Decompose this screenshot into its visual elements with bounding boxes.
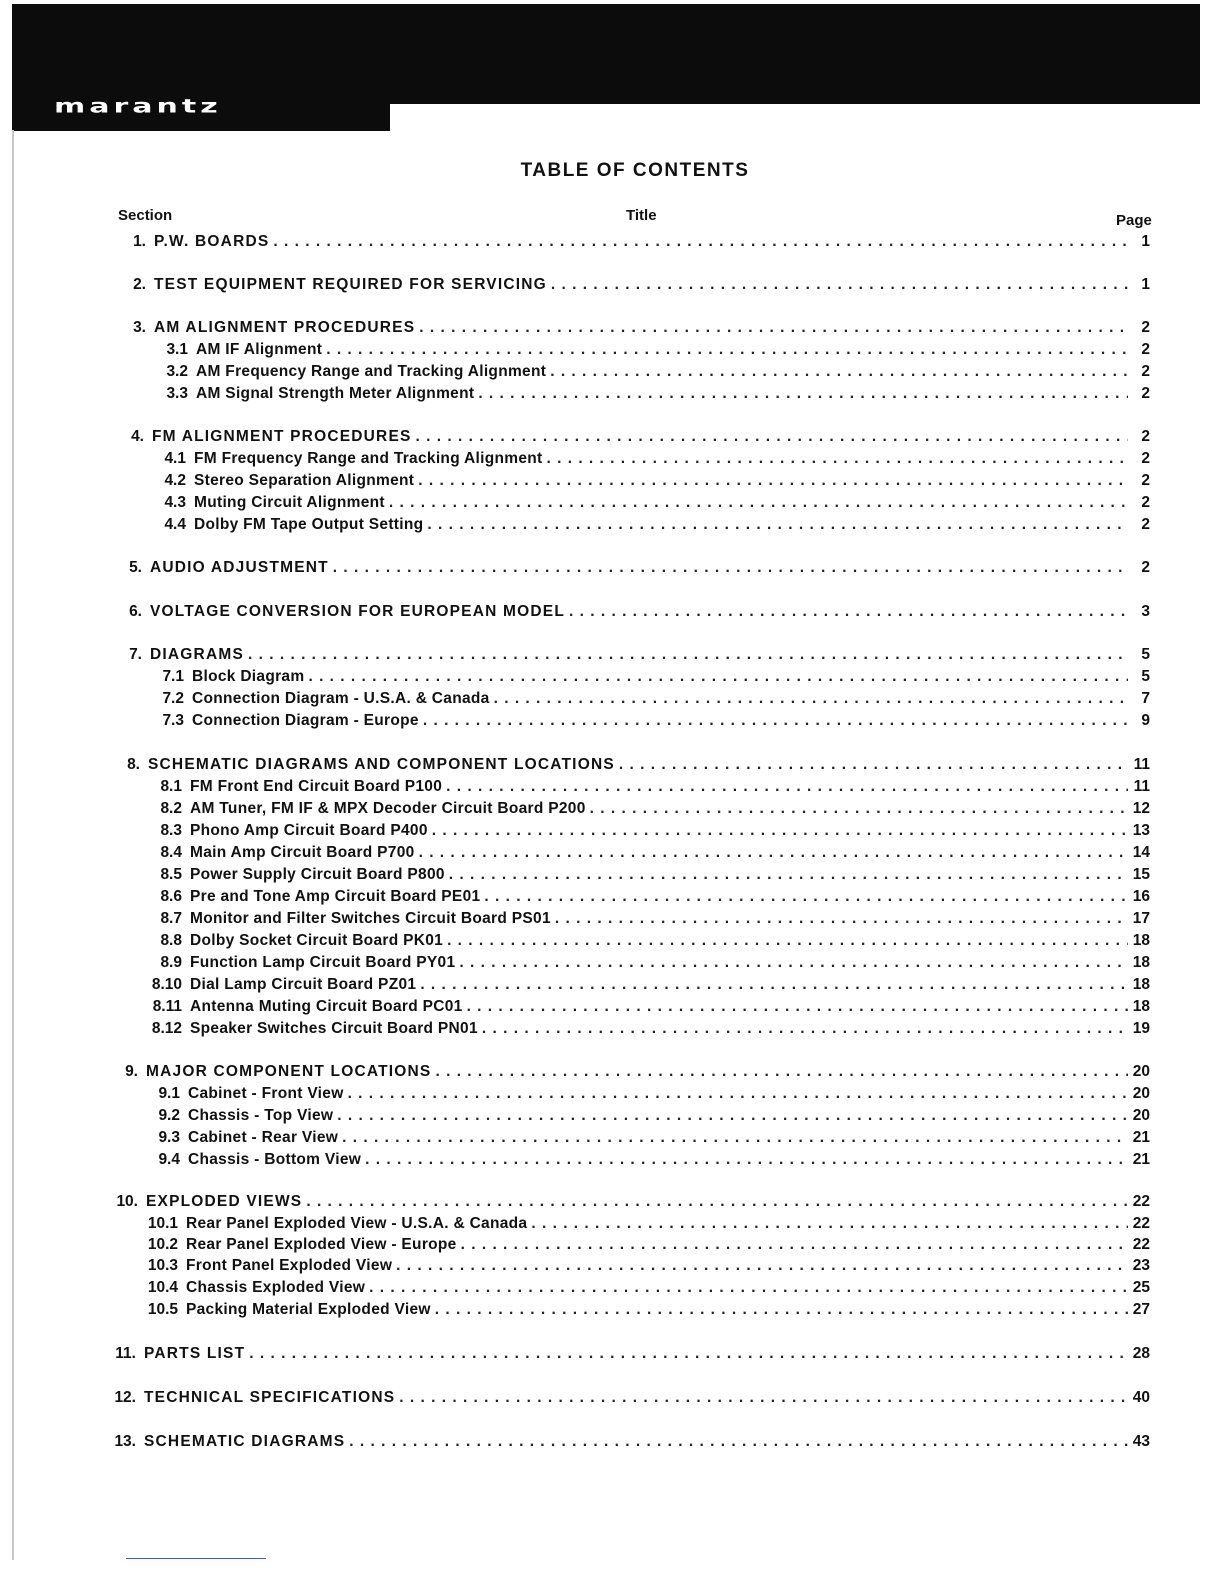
toc-entry-title: TECHNICAL SPECIFICATIONS	[144, 1389, 396, 1406]
toc-entry-title: MAJOR COMPONENT LOCATIONS	[146, 1063, 432, 1080]
toc-entry	[104, 643, 1150, 664]
toc-entry	[106, 425, 1150, 446]
toc-section-number: 12.	[114, 1389, 136, 1406]
toc-entry	[142, 863, 1150, 884]
toc-entry	[148, 382, 1150, 403]
toc-entry	[146, 447, 1150, 468]
toc-section-number: 10.	[116, 1193, 138, 1210]
toc-entry	[142, 775, 1150, 796]
toc-section-number: 4.1	[164, 450, 186, 467]
toc-section-number: 8.12	[151, 1020, 182, 1037]
toc-section-number: 8.10	[151, 976, 182, 993]
dot-leader	[494, 690, 1128, 708]
toc-entry	[146, 513, 1150, 534]
toc-page-number: 12	[1132, 800, 1150, 817]
toc-entry-title: AM Signal Strength Meter Alignment	[196, 385, 475, 402]
toc-section-number: 4.4	[164, 516, 186, 533]
toc-page-number: 22	[1132, 1215, 1150, 1232]
toc-section-number: 2.	[133, 276, 146, 293]
dot-leader	[273, 233, 1128, 251]
toc-page-number: 16	[1132, 888, 1150, 905]
toc-entry-title: Dial Lamp Circuit Board PZ01	[190, 976, 417, 993]
toc-page-number: 43	[1132, 1433, 1150, 1450]
dot-leader	[249, 1345, 1128, 1363]
toc-entry	[144, 665, 1150, 686]
toc-entry	[140, 1104, 1150, 1125]
toc-entry	[142, 819, 1150, 840]
toc-entry	[102, 753, 1150, 774]
toc-section-number: 7.2	[162, 690, 184, 707]
toc-entry-title: Connection Diagram - Europe	[192, 712, 419, 729]
toc-page-number: 25	[1132, 1279, 1150, 1296]
toc-page-number: 2	[1141, 363, 1150, 380]
toc-page-number: 1	[1141, 276, 1150, 293]
toc-page-number: 18	[1132, 976, 1150, 993]
toc-entry	[140, 1126, 1150, 1147]
toc-entry-title: SCHEMATIC DIAGRAMS AND COMPONENT LOCATIONS	[148, 756, 615, 773]
toc-entry-title: Chassis - Top View	[188, 1107, 334, 1124]
toc-entry	[108, 273, 1150, 294]
toc-entry	[138, 1212, 1150, 1233]
toc-entry-title: Function Lamp Circuit Board PY01	[190, 954, 456, 971]
toc-page-number: 7	[1141, 690, 1150, 707]
toc-section-number: 8.3	[160, 822, 182, 839]
toc-section-number: 9.	[125, 1063, 138, 1080]
toc-entry	[142, 951, 1150, 972]
toc-entry-title: FM Front End Circuit Board P100	[190, 778, 443, 795]
toc-entry-title: Rear Panel Exploded View - Europe	[186, 1236, 457, 1253]
toc-entry	[144, 709, 1150, 730]
toc-entry	[142, 973, 1150, 994]
dot-leader	[419, 319, 1128, 337]
dot-leader	[348, 1085, 1128, 1103]
toc-entry-title: PARTS LIST	[144, 1345, 246, 1362]
toc-entry-title: Dolby Socket Circuit Board PK01	[190, 932, 444, 949]
toc-page-number: 23	[1132, 1257, 1150, 1274]
toc-entry-title: Stereo Separation Alignment	[194, 472, 415, 489]
toc-entry	[108, 316, 1150, 337]
toc-entry-title: EXPLODED VIEWS	[146, 1193, 303, 1210]
toc-section-number: 11.	[115, 1345, 136, 1362]
toc-section-number: 9.1	[158, 1085, 180, 1102]
toc-entry-title: Monitor and Filter Switches Circuit Board PS01	[190, 910, 551, 927]
toc-entry-title: Block Diagram	[192, 668, 305, 685]
toc-page-number: 13	[1132, 822, 1150, 839]
toc-section-number: 7.3	[162, 712, 184, 729]
dot-leader	[326, 341, 1128, 359]
toc-entry-title: FM ALIGNMENT PROCEDURES	[152, 428, 412, 445]
dot-leader	[484, 888, 1128, 906]
toc-page-number: 21	[1132, 1151, 1150, 1168]
toc-entry-title: SCHEMATIC DIAGRAMS	[144, 1433, 346, 1450]
toc-page-number: 14	[1132, 844, 1150, 861]
toc-entry-title: Cabinet - Rear View	[188, 1129, 339, 1146]
toc-page-number: 2	[1141, 494, 1150, 511]
toc-entry-title: AM Frequency Range and Tracking Alignment	[196, 363, 547, 380]
toc-entry	[146, 469, 1150, 490]
toc-entry-title: Packing Material Exploded View	[186, 1301, 431, 1318]
dot-leader	[369, 1279, 1128, 1297]
toc-entry	[142, 929, 1150, 950]
toc-page-number: 5	[1141, 646, 1150, 663]
dot-leader	[569, 603, 1128, 621]
dot-leader	[478, 385, 1128, 403]
toc-section-number: 8.8	[160, 932, 182, 949]
dot-leader	[306, 1193, 1128, 1211]
toc-page-number: 9	[1141, 712, 1150, 729]
dot-leader	[435, 1301, 1128, 1319]
column-header-title: Title	[626, 207, 657, 224]
toc-page-number: 40	[1132, 1389, 1150, 1406]
dot-leader	[396, 1257, 1128, 1275]
toc-section-number: 8.7	[160, 910, 182, 927]
toc-entry-title: Front Panel Exploded View	[186, 1257, 393, 1274]
toc-entry	[104, 556, 1150, 577]
toc-entry-title: FM Frequency Range and Tracking Alignment	[194, 450, 543, 467]
toc-entry-title: Antenna Muting Circuit Board PC01	[190, 998, 463, 1015]
toc-section-number: 9.2	[158, 1107, 180, 1124]
toc-entry-title: Phono Amp Circuit Board P400	[190, 822, 428, 839]
toc-page-number: 15	[1132, 866, 1150, 883]
dot-leader	[333, 559, 1128, 577]
dot-leader	[435, 1063, 1128, 1081]
toc-entry	[142, 885, 1150, 906]
toc-entry	[138, 1298, 1150, 1319]
toc-section-number: 1.	[133, 233, 146, 250]
toc-section-number: 10.4	[147, 1279, 178, 1296]
toc-entry	[96, 1386, 1150, 1407]
dot-leader	[399, 1389, 1128, 1407]
toc-page-number: 5	[1141, 668, 1150, 685]
page-title: TABLE OF CONTENTS	[520, 160, 750, 181]
toc-section-number: 7.1	[162, 668, 184, 685]
toc-page-number: 1	[1141, 233, 1150, 250]
toc-page-number: 18	[1132, 998, 1150, 1015]
toc-entry	[96, 1342, 1150, 1363]
toc-entry-title: AM Tuner, FM IF & MPX Decoder Circuit Board P200	[190, 800, 586, 817]
toc-page-number: 2	[1141, 428, 1150, 445]
toc-page-number: 20	[1132, 1085, 1150, 1102]
toc-entry-title: VOLTAGE CONVERSION FOR EUROPEAN MODEL	[150, 603, 565, 620]
column-header-section: Section	[118, 207, 173, 224]
toc-entry-title: AM IF Alignment	[196, 341, 323, 358]
toc-entry	[138, 1233, 1150, 1254]
dot-leader	[551, 276, 1128, 294]
toc-entry-title: AUDIO ADJUSTMENT	[150, 559, 329, 576]
toc-page-number: 18	[1132, 932, 1150, 949]
toc-entry	[104, 600, 1150, 621]
dot-leader	[590, 800, 1128, 818]
toc-entry-title: TEST EQUIPMENT REQUIRED FOR SERVICING	[154, 276, 547, 293]
dot-leader	[619, 756, 1128, 774]
toc-page-number: 20	[1132, 1063, 1150, 1080]
toc-entry	[142, 1017, 1150, 1038]
dot-leader	[546, 450, 1128, 468]
toc-page-number: 28	[1132, 1345, 1150, 1362]
toc-section-number: 3.1	[166, 341, 188, 358]
toc-section-number: 8.9	[160, 954, 182, 971]
toc-entry-title: Chassis Exploded View	[186, 1279, 366, 1296]
toc-entry-title: Cabinet - Front View	[188, 1085, 344, 1102]
toc-entry	[138, 1276, 1150, 1297]
toc-section-number: 7.	[129, 646, 142, 663]
toc-page-number: 2	[1141, 341, 1150, 358]
toc-section-number: 10.3	[147, 1257, 178, 1274]
toc-section-number: 13.	[114, 1433, 136, 1450]
toc-section-number: 10.1	[147, 1215, 178, 1232]
toc-entry-title: Power Supply Circuit Board P800	[190, 866, 445, 883]
toc-page-number: 2	[1141, 559, 1150, 576]
dot-leader	[342, 1129, 1128, 1147]
toc-entry	[142, 907, 1150, 928]
toc-entry-title: Connection Diagram - U.S.A. & Canada	[192, 690, 490, 707]
toc-section-number: 8.6	[160, 888, 182, 905]
dot-leader	[461, 1236, 1128, 1254]
toc-section-number: 10.2	[147, 1236, 178, 1253]
toc-page-number: 11	[1133, 778, 1150, 795]
dot-leader	[449, 866, 1128, 884]
toc-section-number: 8.5	[160, 866, 182, 883]
toc-entry-title: P.W. BOARDS	[154, 233, 270, 250]
dot-leader	[427, 516, 1128, 534]
dot-leader	[423, 712, 1128, 730]
toc-entry	[98, 1190, 1150, 1211]
toc-section-number: 5.	[129, 559, 142, 576]
dot-leader	[447, 932, 1128, 950]
dot-leader	[416, 428, 1128, 446]
toc-entry-title: Muting Circuit Alignment	[194, 494, 385, 511]
toc-section-number: 8.2	[160, 800, 182, 817]
toc-section-number: 6.	[129, 603, 142, 620]
toc-entry	[108, 230, 1150, 251]
column-header-page: Page	[1116, 212, 1152, 229]
dot-leader	[389, 494, 1128, 512]
dot-leader	[308, 668, 1128, 686]
toc-section-number: 3.3	[166, 385, 188, 402]
dot-leader	[446, 778, 1128, 796]
toc-page-number: 3	[1141, 603, 1150, 620]
toc-page-number: 20	[1132, 1107, 1150, 1124]
toc-section-number: 8.4	[160, 844, 182, 861]
toc-entry-title: Speaker Switches Circuit Board PN01	[190, 1020, 478, 1037]
dot-leader	[420, 976, 1128, 994]
toc-entry-title: Main Amp Circuit Board P700	[190, 844, 415, 861]
toc-page-number: 22	[1132, 1236, 1150, 1253]
toc-entry-title: DIAGRAMS	[150, 646, 244, 663]
toc-entry	[100, 1060, 1150, 1081]
dot-leader	[418, 472, 1128, 490]
toc-section-number: 4.	[131, 428, 144, 445]
toc-entry-title: AM ALIGNMENT PROCEDURES	[154, 319, 416, 336]
bottom-rule	[126, 1558, 266, 1559]
toc-entry-title: Chassis - Bottom View	[188, 1151, 362, 1168]
toc-section-number: 4.2	[164, 472, 186, 489]
dot-leader	[365, 1151, 1128, 1169]
toc-section-number: 3.	[133, 319, 146, 336]
toc-section-number: 10.5	[147, 1301, 178, 1318]
toc-page-number: 2	[1141, 516, 1150, 533]
toc-entry	[146, 491, 1150, 512]
dot-leader	[459, 954, 1128, 972]
brand-logo: marantz	[54, 96, 222, 118]
toc-entry	[148, 360, 1150, 381]
toc-page-number: 22	[1132, 1193, 1150, 1210]
toc-entry-title: Pre and Tone Amp Circuit Board PE01	[190, 888, 481, 905]
toc-entry	[142, 995, 1150, 1016]
dot-leader	[550, 363, 1128, 381]
toc-entry	[140, 1148, 1150, 1169]
toc-page-number: 2	[1141, 319, 1150, 336]
toc-page-number: 2	[1141, 472, 1150, 489]
toc-entry	[144, 687, 1150, 708]
dot-leader	[349, 1433, 1128, 1451]
dot-leader	[467, 998, 1128, 1016]
toc-section-number: 4.3	[164, 494, 186, 511]
toc-page-number: 27	[1132, 1301, 1150, 1318]
toc-section-number: 9.4	[158, 1151, 180, 1168]
toc-page-number: 21	[1132, 1129, 1150, 1146]
dot-leader	[555, 910, 1128, 928]
toc-page-number: 19	[1132, 1020, 1150, 1037]
toc-page-number: 17	[1132, 910, 1150, 927]
dot-leader	[248, 646, 1128, 664]
toc-section-number: 9.3	[158, 1129, 180, 1146]
toc-section-number: 8.	[127, 756, 140, 773]
dot-leader	[419, 844, 1128, 862]
toc-section-number: 8.11	[152, 998, 182, 1015]
toc-entry	[96, 1430, 1150, 1451]
toc-page-number: 2	[1141, 450, 1150, 467]
toc-entry	[148, 338, 1150, 359]
toc-page-number: 18	[1132, 954, 1150, 971]
toc-entry	[142, 797, 1150, 818]
dot-leader	[531, 1215, 1128, 1233]
toc-entry-title: Dolby FM Tape Output Setting	[194, 516, 424, 533]
toc-section-number: 3.2	[166, 363, 188, 380]
toc-entry	[142, 841, 1150, 862]
toc-entry	[140, 1082, 1150, 1103]
dot-leader	[482, 1020, 1128, 1038]
toc-section-number: 8.1	[160, 778, 182, 795]
toc-page-number: 2	[1141, 385, 1150, 402]
toc-entry	[138, 1254, 1150, 1275]
dot-leader	[337, 1107, 1128, 1125]
dot-leader	[432, 822, 1128, 840]
toc-page-number: 11	[1133, 756, 1150, 773]
toc-entry-title: Rear Panel Exploded View - U.S.A. & Canada	[186, 1215, 528, 1232]
